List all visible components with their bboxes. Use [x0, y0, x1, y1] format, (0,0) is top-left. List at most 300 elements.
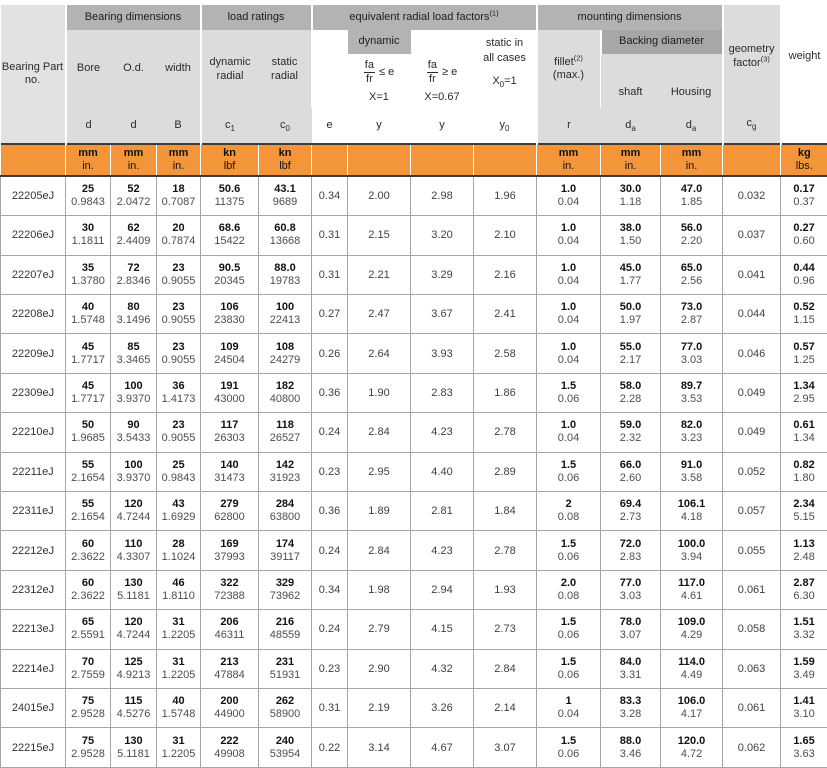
table-header [1, 3, 827, 176]
od-cell: 130 5.1181 [111, 570, 157, 609]
fillet-cell: 1.5 0.06 [537, 649, 601, 688]
dynamic-radial-cell: 191 43000 [201, 373, 259, 412]
y2-cell: 3.93 [411, 334, 474, 373]
od-cell: 85 3.3465 [111, 334, 157, 373]
housing-backing-cell: 89.7 3.53 [661, 373, 723, 412]
e-cell: 0.36 [312, 373, 348, 412]
od-cell: 80 3.1496 [111, 294, 157, 333]
weight-cell: 0.52 1.15 [781, 294, 827, 333]
housing-label: Housing [661, 54, 723, 108]
weight-cell: 0.82 1.80 [781, 452, 827, 491]
weight-cell: 0.17 0.37 [781, 176, 827, 216]
y1-cell: 2.90 [348, 649, 411, 688]
fillet-cell: 1.0 0.04 [537, 334, 601, 373]
geometry-factor-cell: 0.052 [723, 452, 781, 491]
unit-blank [723, 144, 781, 176]
e-cell: 0.27 [312, 294, 348, 333]
e-header-blank [312, 30, 348, 108]
group-load-ratings: load ratings [201, 3, 312, 30]
y2-cell: 4.23 [411, 531, 474, 570]
e-cell: 0.36 [312, 491, 348, 530]
e-cell: 0.22 [312, 728, 348, 768]
group-bearing-dimensions: Bearing dimensions [66, 3, 201, 30]
weight-cell: 1.51 3.32 [781, 610, 827, 649]
od-cell: 100 3.9370 [111, 452, 157, 491]
e-cell: 0.24 [312, 531, 348, 570]
dynamic-radial-cell: 279 62800 [201, 491, 259, 530]
symbol-b-width: B [157, 108, 201, 144]
table-row [1, 452, 827, 491]
table-row [1, 413, 827, 452]
e-cell: 0.34 [312, 570, 348, 609]
geometry-factor-header [723, 3, 781, 144]
shaft-backing-cell: 66.0 2.60 [601, 452, 661, 491]
shaft-backing-cell: 45.0 1.77 [601, 255, 661, 294]
shaft-backing-cell: 78.0 3.07 [601, 610, 661, 649]
unit-housing: mm in. [661, 144, 723, 176]
y2-cell: 2.81 [411, 491, 474, 530]
fillet-cell: 1.0 0.04 [537, 216, 601, 255]
symbol-da-shaft: $d_a$ [601, 108, 661, 144]
width-cell: 23 0.9055 [157, 255, 201, 294]
part-no-cell: 22207eJ [1, 255, 66, 294]
geometry-factor-cell: 0.041 [723, 255, 781, 294]
weight-label: weight [788, 50, 821, 63]
static-radial-cell: 43.1 9689 [259, 176, 312, 216]
width-cell: 23 0.9055 [157, 294, 201, 333]
part-no-cell: 22206eJ [1, 216, 66, 255]
shaft-backing-cell: 72.0 2.83 [601, 531, 661, 570]
width-cell: 40 1.5748 [157, 689, 201, 728]
part-no-cell: 22205eJ [1, 176, 66, 216]
part-no-cell: 22213eJ [1, 610, 66, 649]
fillet-cell: 1.5 0.06 [537, 452, 601, 491]
y1-cell: 2.21 [348, 255, 411, 294]
unit-static: kn lbf [259, 144, 312, 176]
unit-bore: mm in. [66, 144, 111, 176]
table-body [1, 176, 827, 768]
y2-cell: 3.29 [411, 255, 474, 294]
bore-cell: 30 1.1811 [66, 216, 111, 255]
fillet-cell: 1 0.04 [537, 689, 601, 728]
y1-cell: 3.14 [348, 728, 411, 768]
dynamic-subheader-spacer [411, 30, 474, 54]
part-no-cell: 22215eJ [1, 728, 66, 768]
table-row [1, 216, 827, 255]
y2-cell: 4.32 [411, 649, 474, 688]
dynamic-radial-cell: 117 26303 [201, 413, 259, 452]
dynamic-radial-cell: 200 44900 [201, 689, 259, 728]
dynamic-radial-cell: 50.6 11375 [201, 176, 259, 216]
bore-cell: 60 2.3622 [66, 531, 111, 570]
x067-factor: X=0.67 [424, 91, 460, 103]
geometry-factor-cell: 0.055 [723, 531, 781, 570]
symbol-y0: $y_0$ [474, 108, 537, 144]
y2-cell: 3.26 [411, 689, 474, 728]
width-cell: 25 0.9843 [157, 452, 201, 491]
dynamic-radial-cell: 109 24504 [201, 334, 259, 373]
y1-cell: 1.90 [348, 373, 411, 412]
geometry-factor-label: geometry factor$^{(3)}$ [728, 43, 775, 70]
width-cell: 18 0.7087 [157, 176, 201, 216]
bore-cell: 55 2.1654 [66, 491, 111, 530]
dynamic-radial-cell: 140 31473 [201, 452, 259, 491]
y0-cell: 2.78 [474, 531, 537, 570]
weight-cell: 0.61 1.34 [781, 413, 827, 452]
od-cell: 130 5.1181 [111, 728, 157, 768]
shaft-backing-cell: 38.0 1.50 [601, 216, 661, 255]
shaft-backing-cell: 69.4 2.73 [601, 491, 661, 530]
part-no-cell: 22312eJ [1, 570, 66, 609]
od-cell: 125 4.9213 [111, 649, 157, 688]
fillet-cell: 1.0 0.04 [537, 255, 601, 294]
fa-fr-le-formula: $\frac{fa}{fr}$ ≤ e X=1 [348, 54, 411, 108]
bore-cell: 65 2.5591 [66, 610, 111, 649]
od-cell: 100 3.9370 [111, 373, 157, 412]
part-no-cell: 22210eJ [1, 413, 66, 452]
housing-backing-cell: 100.0 3.94 [661, 531, 723, 570]
y0-cell: 1.93 [474, 570, 537, 609]
group-mounting-dimensions: mounting dimensions [537, 3, 723, 30]
symbol-c0: $c_0$ [259, 108, 312, 144]
static-radial-cell: 329 73962 [259, 570, 312, 609]
housing-backing-cell: 114.0 4.49 [661, 649, 723, 688]
fillet-label: fillet$^{(2)}$ (max.) [537, 30, 601, 108]
geometry-factor-cell: 0.032 [723, 176, 781, 216]
weight-header [781, 3, 827, 144]
y2-cell: 3.20 [411, 216, 474, 255]
bore-cell: 45 1.7717 [66, 334, 111, 373]
y2-cell: 4.67 [411, 728, 474, 768]
e-cell: 0.34 [312, 176, 348, 216]
static-radial-cell: 216 48559 [259, 610, 312, 649]
geometry-symbol: $c_g$ [746, 117, 757, 132]
table-row [1, 373, 827, 412]
bore-cell: 75 2.9528 [66, 728, 111, 768]
weight-cell: 1.41 3.10 [781, 689, 827, 728]
footnote-3-marker: (3) [760, 54, 770, 64]
e-cell: 0.24 [312, 413, 348, 452]
y1-cell: 2.47 [348, 294, 411, 333]
static-radial-cell: 118 26527 [259, 413, 312, 452]
weight-cell: 1.59 3.49 [781, 649, 827, 688]
static-radial-cell: 284 63800 [259, 491, 312, 530]
y1-cell: 2.79 [348, 610, 411, 649]
fillet-cell: 1.5 0.06 [537, 610, 601, 649]
housing-backing-cell: 109.0 4.29 [661, 610, 723, 649]
e-cell: 0.23 [312, 649, 348, 688]
width-cell: 31 1.2205 [157, 728, 201, 768]
geometry-factor-cell: 0.046 [723, 334, 781, 373]
dynamic-radial-cell: 169 37993 [201, 531, 259, 570]
group-equivalent-load-factors: equivalent radial load factors$^{(1)}$ [312, 3, 537, 30]
y0-cell: 2.14 [474, 689, 537, 728]
dynamic-subheader: dynamic [348, 30, 411, 54]
width-cell: 23 0.9055 [157, 413, 201, 452]
y2-cell: 2.83 [411, 373, 474, 412]
unit-blank [474, 144, 537, 176]
symbol-d-od: d [111, 108, 157, 144]
y2-cell: 3.67 [411, 294, 474, 333]
shaft-backing-cell: 59.0 2.32 [601, 413, 661, 452]
y1-cell: 1.89 [348, 491, 411, 530]
housing-backing-cell: 56.0 2.20 [661, 216, 723, 255]
fa-fr-ge-formula: $\frac{fa}{fr}$ ≥ e X=0.67 [411, 54, 474, 108]
bore-cell: 25 0.9843 [66, 176, 111, 216]
y2-cell: 4.15 [411, 610, 474, 649]
fillet-cell: 2 0.08 [537, 491, 601, 530]
y0-cell: 2.73 [474, 610, 537, 649]
static-cases-label: static in all cases $X_0=1$ [474, 30, 537, 108]
width-cell: 43 1.6929 [157, 491, 201, 530]
unit-blank [312, 144, 348, 176]
static-radial-cell: 240 53954 [259, 728, 312, 768]
od-cell: 115 4.5276 [111, 689, 157, 728]
width-label: width [157, 30, 201, 108]
od-cell: 110 4.3307 [111, 531, 157, 570]
y0-cell: 2.78 [474, 413, 537, 452]
y0-cell: 2.16 [474, 255, 537, 294]
geometry-factor-cell: 0.049 [723, 413, 781, 452]
housing-backing-cell: 77.0 3.03 [661, 334, 723, 373]
unit-od: mm in. [111, 144, 157, 176]
housing-backing-cell: 117.0 4.61 [661, 570, 723, 609]
symbol-y2: y [411, 108, 474, 144]
table-row [1, 176, 827, 216]
housing-backing-cell: 106.1 4.18 [661, 491, 723, 530]
y1-cell: 1.98 [348, 570, 411, 609]
table-row [1, 649, 827, 688]
units-row [1, 144, 827, 176]
part-no-cell: 22208eJ [1, 294, 66, 333]
y2-cell: 4.23 [411, 413, 474, 452]
symbol-c1: $c_1$ [201, 108, 259, 144]
width-cell: 20 0.7874 [157, 216, 201, 255]
unit-fillet: mm in. [537, 144, 601, 176]
od-cell: 62 2.4409 [111, 216, 157, 255]
dynamic-radial-cell: 106 23830 [201, 294, 259, 333]
static-radial-cell: 262 58900 [259, 689, 312, 728]
bore-cell: 40 1.5748 [66, 294, 111, 333]
weight-cell: 0.44 0.96 [781, 255, 827, 294]
shaft-backing-cell: 55.0 2.17 [601, 334, 661, 373]
y1-cell: 2.64 [348, 334, 411, 373]
footnote-2-marker: (2) [573, 52, 583, 62]
static-radial-cell: 88.0 19783 [259, 255, 312, 294]
width-cell: 36 1.4173 [157, 373, 201, 412]
weight-cell: 2.87 6.30 [781, 570, 827, 609]
y1-cell: 2.95 [348, 452, 411, 491]
unit-dynamic: kn lbf [201, 144, 259, 176]
y0-cell: 3.07 [474, 728, 537, 768]
bore-cell: 45 1.7717 [66, 373, 111, 412]
od-cell: 120 4.7244 [111, 491, 157, 530]
geometry-factor-cell: 0.062 [723, 728, 781, 768]
x1-factor: X=1 [369, 91, 389, 103]
fillet-cell: 1.0 0.04 [537, 176, 601, 216]
dynamic-radial-cell: 90.5 20345 [201, 255, 259, 294]
e-cell: 0.31 [312, 689, 348, 728]
part-no-cell: 22214eJ [1, 649, 66, 688]
part-no-cell: 22311eJ [1, 491, 66, 530]
symbol-da-housing: $d_a$ [661, 108, 723, 144]
table-row [1, 689, 827, 728]
dynamic-radial-cell: 213 47884 [201, 649, 259, 688]
table-row [1, 334, 827, 373]
bore-cell: 50 1.9685 [66, 413, 111, 452]
y0-cell: 1.96 [474, 176, 537, 216]
dynamic-radial-cell: 68.6 15422 [201, 216, 259, 255]
table-row [1, 255, 827, 294]
y2-cell: 2.98 [411, 176, 474, 216]
y0-cell: 2.58 [474, 334, 537, 373]
symbol-d-bore: d [66, 108, 111, 144]
table-row [1, 610, 827, 649]
shaft-label: shaft [601, 54, 661, 108]
od-cell: 120 4.7244 [111, 610, 157, 649]
y1-cell: 2.84 [348, 531, 411, 570]
width-cell: 31 1.2205 [157, 649, 201, 688]
y1-cell: 2.19 [348, 689, 411, 728]
table-row [1, 531, 827, 570]
static-radial-cell: 108 24279 [259, 334, 312, 373]
fillet-cell: 1.5 0.06 [537, 373, 601, 412]
unit-blank [411, 144, 474, 176]
backing-diameter-subheader: Backing diameter [601, 30, 723, 54]
static-radial-cell: 231 51931 [259, 649, 312, 688]
housing-backing-cell: 91.0 3.58 [661, 452, 723, 491]
weight-cell: 0.57 1.25 [781, 334, 827, 373]
dynamic-radial-cell: 322 72388 [201, 570, 259, 609]
geometry-factor-cell: 0.049 [723, 373, 781, 412]
geometry-factor-cell: 0.057 [723, 491, 781, 530]
fillet-cell: 1.5 0.06 [537, 728, 601, 768]
fillet-cell: 2.0 0.08 [537, 570, 601, 609]
housing-backing-cell: 120.0 4.72 [661, 728, 723, 768]
bore-cell: 70 2.7559 [66, 649, 111, 688]
shaft-backing-cell: 30.0 1.18 [601, 176, 661, 216]
width-cell: 28 1.1024 [157, 531, 201, 570]
part-no-header-label: Bearing Part no. [1, 60, 64, 86]
shaft-backing-cell: 88.0 3.46 [601, 728, 661, 768]
part-no-cell: 22211eJ [1, 452, 66, 491]
y0-cell: 2.84 [474, 649, 537, 688]
housing-backing-cell: 65.0 2.56 [661, 255, 723, 294]
dynamic-radial-cell: 222 49908 [201, 728, 259, 768]
y1-cell: 2.00 [348, 176, 411, 216]
bore-cell: 35 1.3780 [66, 255, 111, 294]
weight-cell: 1.34 2.95 [781, 373, 827, 412]
width-cell: 23 0.9055 [157, 334, 201, 373]
housing-backing-cell: 73.0 2.87 [661, 294, 723, 333]
bore-cell: 60 2.3622 [66, 570, 111, 609]
footnote-1-marker: (1) [489, 8, 499, 18]
od-cell: 90 3.5433 [111, 413, 157, 452]
unit-blank [348, 144, 411, 176]
unit-width: mm in. [157, 144, 201, 176]
static-radial-cell: 142 31923 [259, 452, 312, 491]
unit-shaft: mm in. [601, 144, 661, 176]
shaft-backing-cell: 58.0 2.28 [601, 373, 661, 412]
table-row [1, 491, 827, 530]
weight-cell: 2.34 5.15 [781, 491, 827, 530]
static-radial-cell: 174 39117 [259, 531, 312, 570]
unit-weight: kg lbs. [781, 144, 827, 176]
bore-label: Bore [66, 30, 111, 108]
housing-backing-cell: 47.0 1.85 [661, 176, 723, 216]
bore-cell: 55 2.1654 [66, 452, 111, 491]
weight-cell: 1.65 3.63 [781, 728, 827, 768]
geometry-factor-cell: 0.058 [723, 610, 781, 649]
y2-cell: 2.94 [411, 570, 474, 609]
part-no-cell: 22209eJ [1, 334, 66, 373]
static-radial-cell: 60.8 13668 [259, 216, 312, 255]
y1-cell: 2.84 [348, 413, 411, 452]
symbol-y1: y [348, 108, 411, 144]
part-no-cell: 22212eJ [1, 531, 66, 570]
width-cell: 31 1.2205 [157, 610, 201, 649]
geometry-factor-cell: 0.063 [723, 649, 781, 688]
width-cell: 46 1.8110 [157, 570, 201, 609]
e-cell: 0.31 [312, 255, 348, 294]
static-radial-cell: 182 40800 [259, 373, 312, 412]
shaft-backing-cell: 77.0 3.03 [601, 570, 661, 609]
bore-cell: 75 2.9528 [66, 689, 111, 728]
table-row [1, 294, 827, 333]
static-radial-label: static radial [259, 30, 312, 108]
fillet-cell: 1.0 0.04 [537, 413, 601, 452]
fillet-cell: 1.5 0.06 [537, 531, 601, 570]
housing-backing-cell: 106.0 4.17 [661, 689, 723, 728]
shaft-backing-cell: 50.0 1.97 [601, 294, 661, 333]
geometry-factor-cell: 0.061 [723, 570, 781, 609]
table-row [1, 570, 827, 609]
geometry-factor-cell: 0.037 [723, 216, 781, 255]
e-cell: 0.26 [312, 334, 348, 373]
static-radial-cell: 100 22413 [259, 294, 312, 333]
weight-cell: 1.13 2.48 [781, 531, 827, 570]
y0-cell: 1.86 [474, 373, 537, 412]
fillet-cell: 1.0 0.04 [537, 294, 601, 333]
symbol-e: e [312, 108, 348, 144]
y0-cell: 2.89 [474, 452, 537, 491]
part-no-cell: 22309eJ [1, 373, 66, 412]
geometry-factor-cell: 0.044 [723, 294, 781, 333]
dynamic-radial-label: dynamic radial [201, 30, 259, 108]
x0-factor: $X_0=1$ [492, 74, 517, 89]
od-label: O.d. [111, 30, 157, 108]
symbol-r: r [537, 108, 601, 144]
shaft-backing-cell: 84.0 3.31 [601, 649, 661, 688]
e-cell: 0.23 [312, 452, 348, 491]
y2-cell: 4.40 [411, 452, 474, 491]
housing-backing-cell: 82.0 3.23 [661, 413, 723, 452]
part-no-header [1, 3, 66, 144]
dynamic-radial-cell: 206 46311 [201, 610, 259, 649]
e-cell: 0.31 [312, 216, 348, 255]
part-no-cell: 24015eJ [1, 689, 66, 728]
od-cell: 72 2.8346 [111, 255, 157, 294]
e-cell: 0.24 [312, 610, 348, 649]
y0-cell: 2.41 [474, 294, 537, 333]
y1-cell: 2.15 [348, 216, 411, 255]
geometry-factor-cell: 0.061 [723, 689, 781, 728]
y0-cell: 2.10 [474, 216, 537, 255]
shaft-backing-cell: 83.3 3.28 [601, 689, 661, 728]
od-cell: 52 2.0472 [111, 176, 157, 216]
weight-symbol-blank [782, 106, 827, 141]
unit-blank [1, 144, 66, 176]
